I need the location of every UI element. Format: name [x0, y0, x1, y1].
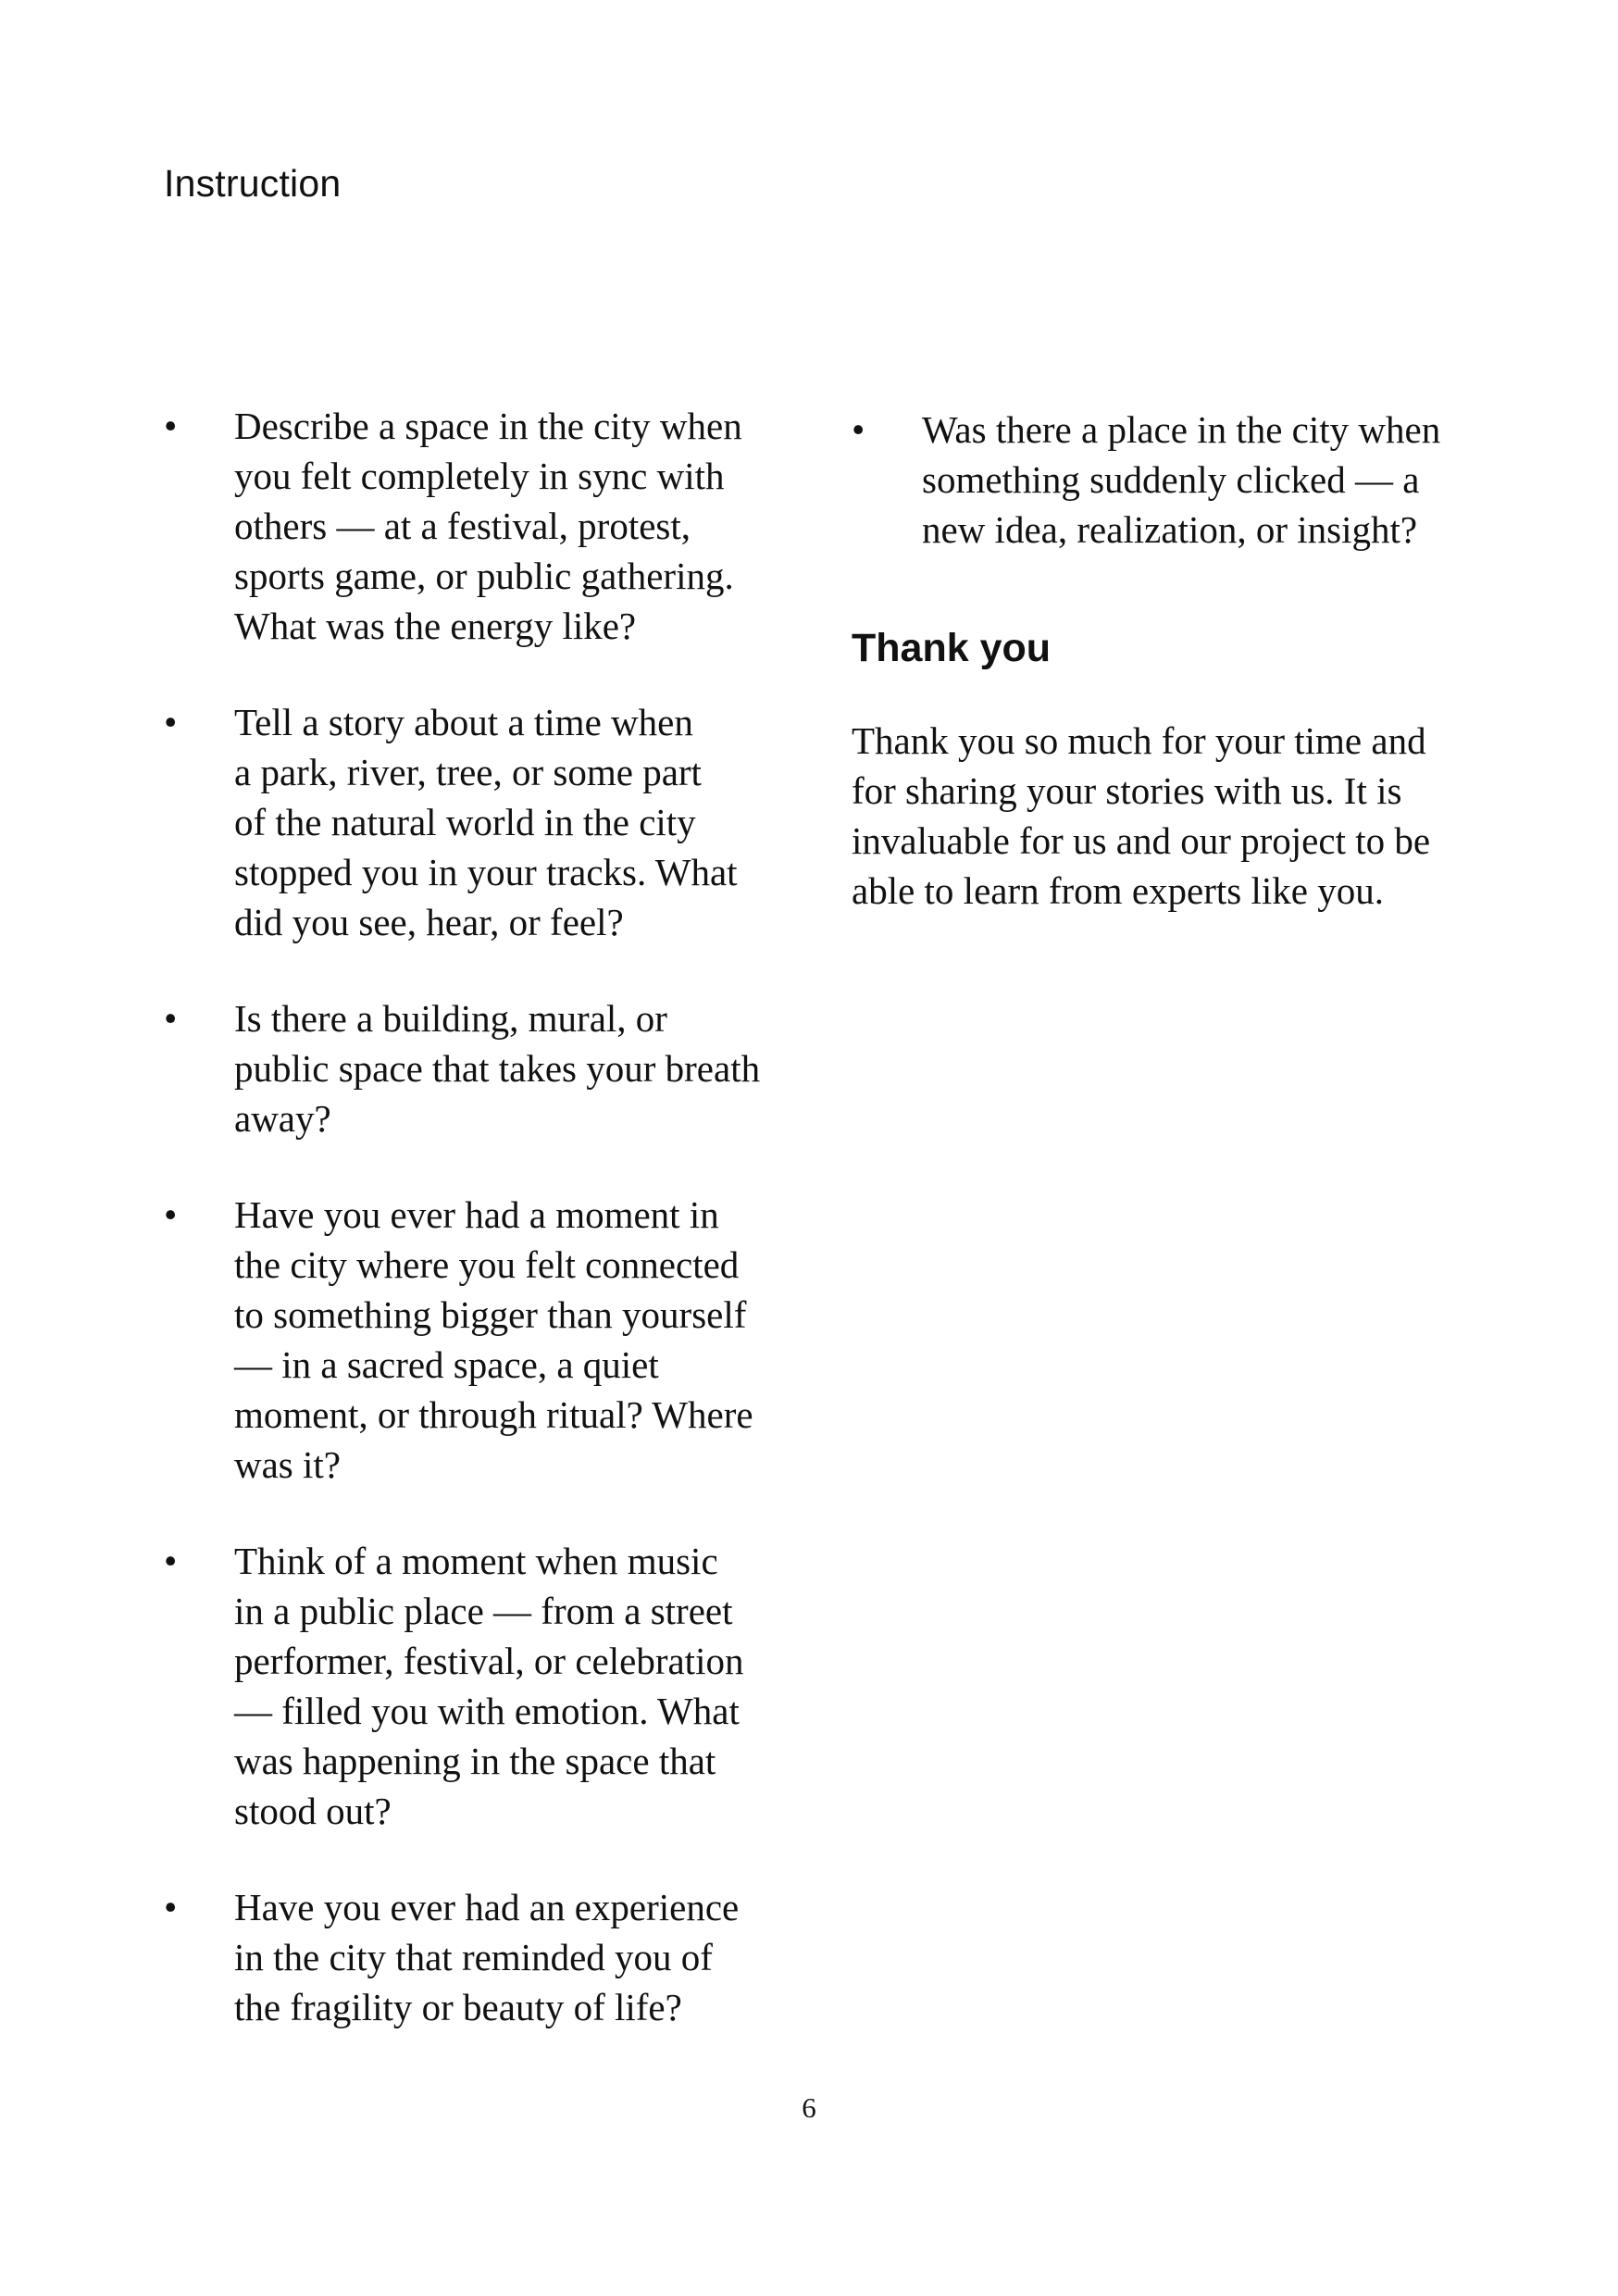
question-line: was happening in the space that	[234, 1740, 716, 1782]
question-line: sports game, or public gathering.	[234, 555, 734, 597]
question-line: you felt completely in sync with	[234, 455, 725, 497]
question-line: the fragility or beauty of life?	[234, 1986, 682, 2028]
question-line: Tell a story about a time when	[234, 701, 693, 743]
question-list-left	[164, 401, 812, 2032]
question-line: stood out?	[234, 1790, 392, 1832]
question-line: did you see, hear, or feel?	[234, 901, 624, 943]
bullet-icon: •	[852, 408, 865, 451]
question-item	[164, 697, 812, 947]
question-line: others — at a festival, protest,	[234, 505, 691, 547]
bullet-icon: •	[164, 1886, 178, 1928]
question-line: stopped you in your tracks. What	[234, 851, 738, 893]
question-line: something suddenly clicked — a	[922, 458, 1420, 501]
question-line: new idea, realization, or insight?	[922, 508, 1418, 551]
question-item	[164, 993, 812, 1143]
bullet-icon: •	[164, 405, 178, 447]
thank-you-line: able to learn from experts like you.	[852, 869, 1384, 912]
question-line: was it?	[234, 1443, 341, 1486]
right-column	[852, 401, 1500, 916]
left-column	[164, 401, 812, 2078]
thank-you-paragraph	[852, 716, 1481, 916]
page-number: 6	[802, 2091, 816, 2124]
question-item	[164, 1882, 812, 2032]
thank-you-line: for sharing your stories with us. It is	[852, 769, 1402, 812]
question-line: of the natural world in the city	[234, 801, 696, 843]
question-line: — filled you with emotion. What	[234, 1690, 740, 1732]
question-item	[164, 1536, 812, 1836]
question-line: the city where you felt connected	[234, 1243, 740, 1286]
question-line: away?	[234, 1097, 331, 1140]
question-line: to something bigger than yourself	[234, 1293, 747, 1336]
question-line: Was there a place in the city when	[922, 408, 1441, 451]
question-item	[164, 401, 812, 651]
question-list-right	[852, 405, 1500, 555]
question-line: a park, river, tree, or some part	[234, 751, 702, 793]
question-line: Is there a building, mural, or	[234, 997, 667, 1040]
thank-you-line: Thank you so much for your time and	[852, 719, 1426, 762]
question-line: performer, festival, or celebration	[234, 1640, 744, 1682]
bullet-icon: •	[164, 1193, 178, 1236]
question-line: What was the energy like?	[234, 605, 637, 647]
question-line: — in a sacred space, a quiet	[234, 1343, 659, 1386]
question-line: in a public place — from a street	[234, 1590, 733, 1632]
section-title: Instruction	[164, 162, 342, 205]
question-item	[164, 1190, 812, 1490]
thank-you-heading: Thank you	[852, 626, 1052, 670]
question-line: Have you ever had an experience	[234, 1886, 740, 1928]
question-line: public space that takes your breath	[234, 1047, 761, 1090]
bullet-icon: •	[164, 701, 178, 743]
bullet-icon: •	[164, 997, 178, 1040]
question-line: moment, or through ritual? Where	[234, 1393, 753, 1436]
question-line: Have you ever had a moment in	[234, 1193, 719, 1236]
question-line: Describe a space in the city when	[234, 405, 742, 447]
question-item	[852, 405, 1500, 555]
question-line: Think of a moment when music	[234, 1540, 718, 1582]
thank-you-line: invaluable for us and our project to be	[852, 819, 1431, 862]
question-line: in the city that reminded you of	[234, 1936, 713, 1978]
bullet-icon: •	[164, 1540, 178, 1582]
